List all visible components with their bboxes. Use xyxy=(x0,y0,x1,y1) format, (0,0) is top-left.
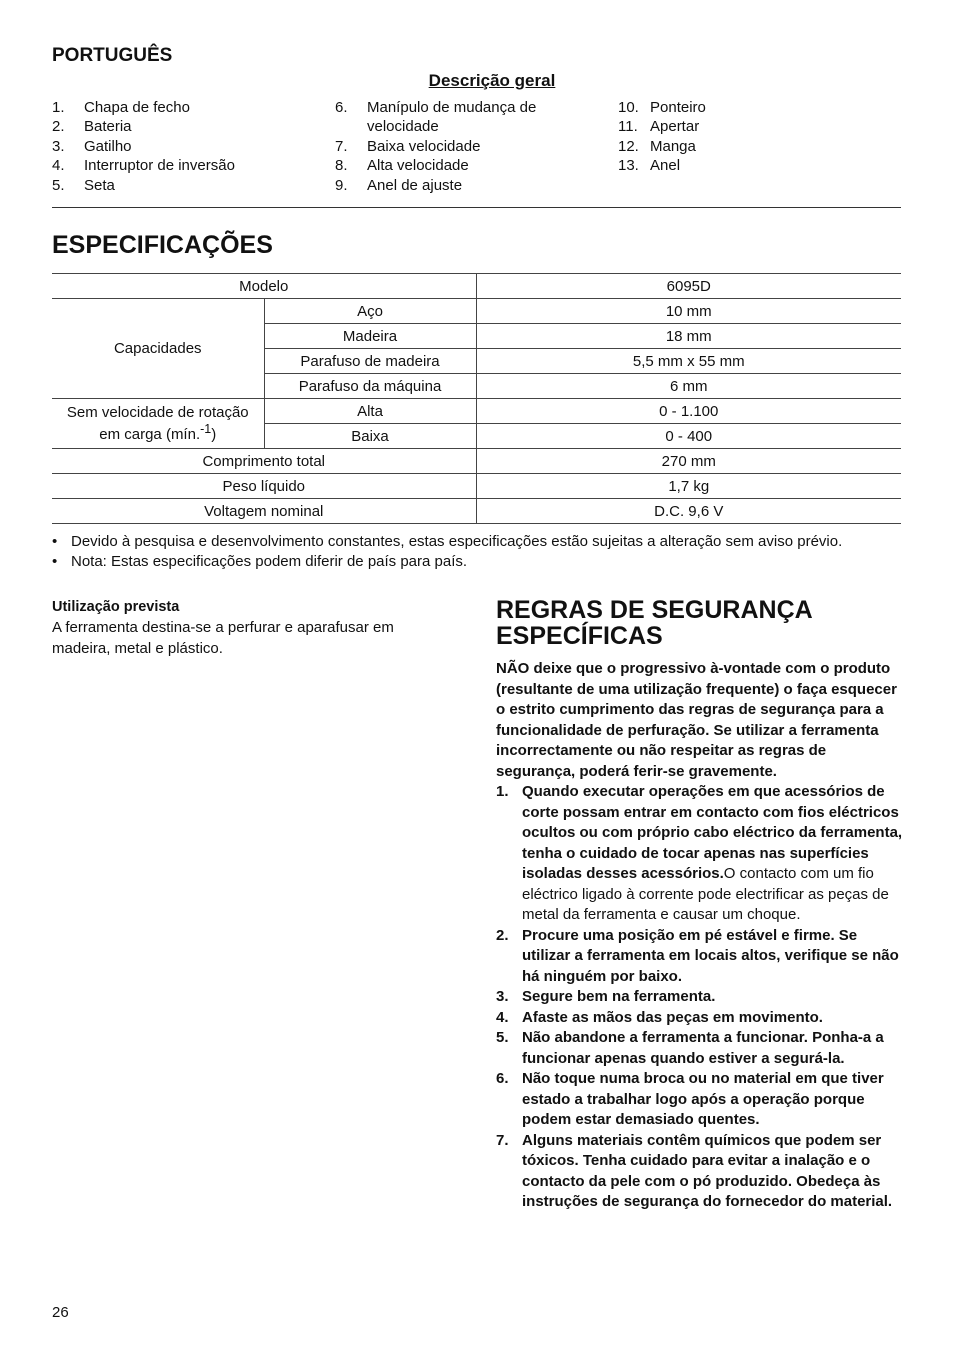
item-number: 5. xyxy=(496,1029,509,1046)
item-number: 13. xyxy=(618,157,639,175)
table-row xyxy=(52,499,901,524)
item-number: 7. xyxy=(335,137,348,155)
list-item xyxy=(52,137,322,156)
item-text: Manípulo de mudança de velocidade xyxy=(367,99,537,136)
model-label: Modelo xyxy=(52,274,476,299)
item-bold-text: Quando executar operações em que acessórios de corte possam entrar em contacto com fios eléctricos ocultos ou com próprio cabo eléctrico da ferramenta, tenha o cuidado de tocar apenas nas superfícies isoladas desses acessórios. xyxy=(522,783,903,882)
item-number: 10. xyxy=(618,99,639,116)
intended-use-title: Utilização prevista xyxy=(52,599,180,615)
item-text: Anel xyxy=(650,157,681,175)
item-bold-text: Não toque numa broca ou no material em que tiver estado a trabalhar logo após a operação porque podem estar demasiado quentes. xyxy=(522,1070,884,1128)
list-item xyxy=(618,137,868,156)
item-number: 5. xyxy=(52,176,65,194)
intended-use-text: A ferramenta destina-se a perfurar e aparafusar em madeira, metal e plástico. xyxy=(52,619,394,657)
speed-label-close: ) xyxy=(211,426,217,443)
item-normal-text: O contacto com um fio eléctrico ligado à corrente pode electrificar as peças de metal da ferramenta e causar um choque. xyxy=(522,865,889,923)
spec-value: 10 mm xyxy=(476,299,901,324)
note-text: Devido à pesquisa e desenvolvimento constantes, estas especificações estão sujeitas a alteração sem aviso prévio. xyxy=(71,533,843,550)
item-number: 3. xyxy=(52,137,65,155)
item-text: Anel de ajuste xyxy=(367,176,463,194)
item-number: 4. xyxy=(52,157,65,175)
safety-rules-title: REGRAS DE SEGURANÇA ESPECÍFICAS xyxy=(496,596,812,650)
list-item xyxy=(496,1131,906,1213)
language-heading: PORTUGUÊS xyxy=(52,45,173,66)
note-text: Nota: Estas especificações podem diferir de país para país. xyxy=(71,553,468,570)
spec-value: 0 - 1.100 xyxy=(476,399,901,424)
item-bold-text: Afaste as mãos das peças em movimento. xyxy=(522,1008,823,1026)
list-item xyxy=(618,98,868,117)
item-text: Baixa velocidade xyxy=(367,137,481,155)
specifications-title: ESPECIFICAÇÕES xyxy=(52,231,273,259)
specifications-table xyxy=(52,273,901,524)
item-bold-text: Segure bem na ferramenta. xyxy=(522,988,716,1005)
item-text: Manga xyxy=(650,137,696,155)
spec-label: Madeira xyxy=(264,324,476,349)
spec-label: Parafuso de madeira xyxy=(264,349,476,374)
spec-label: Aço xyxy=(264,299,476,324)
safety-rules xyxy=(496,659,906,1213)
item-number: 6. xyxy=(335,99,348,116)
list-item xyxy=(618,117,868,136)
spec-value: 270 mm xyxy=(476,449,901,474)
spec-label: Voltagem nominal xyxy=(52,499,476,524)
speed-label-superscript: -1 xyxy=(200,422,212,436)
safety-intro: NÃO deixe que o progressivo à-vontade com o produto (resultante de uma utilização frequente) o faça esquecer o estrito cumprimento das regras de segurança para a funcionalidade de perfuração. Se utilizar a ferramenta incorrectamente ou não respeitar as regras de segurança, poderá ferir-se gravemente. xyxy=(496,660,897,780)
table-row xyxy=(52,274,901,299)
spec-notes xyxy=(52,532,912,572)
parts-list-column-3 xyxy=(618,98,868,176)
list-item xyxy=(496,1008,906,1029)
item-text: Chapa de fecho xyxy=(84,99,190,116)
item-text: Gatilho xyxy=(84,137,132,155)
table-row xyxy=(52,449,901,474)
table-row xyxy=(52,474,901,499)
list-item xyxy=(52,98,322,117)
item-number: 2. xyxy=(496,926,509,944)
item-text: Ponteiro xyxy=(650,99,706,116)
list-item xyxy=(496,926,906,988)
section-divider xyxy=(52,207,901,208)
note-item xyxy=(52,552,912,572)
item-number: 4. xyxy=(496,1008,509,1026)
no-load-speed-label xyxy=(52,399,264,449)
item-bold-text: Alguns materiais contêm químicos que podem ser tóxicos. Tenha cuidado para evitar a inalação e o contacto da pele com o pó produzido. Obedeça às instruções de segurança do fornecedor do material. xyxy=(522,1131,893,1210)
list-item xyxy=(335,156,585,175)
list-item xyxy=(496,782,906,926)
general-description-title: Descrição geral xyxy=(428,71,556,90)
bullet: • xyxy=(52,553,58,570)
item-number: 9. xyxy=(335,176,348,194)
parts-list-column-1 xyxy=(52,98,322,195)
list-item xyxy=(335,176,585,195)
item-text: Alta velocidade xyxy=(367,157,469,175)
list-item xyxy=(52,117,322,136)
item-text: Bateria xyxy=(84,118,132,136)
list-item xyxy=(496,987,906,1008)
spec-value: 1,7 kg xyxy=(476,474,901,499)
spec-label: Baixa xyxy=(264,424,476,449)
list-item xyxy=(52,176,322,195)
spec-value: 18 mm xyxy=(476,324,901,349)
item-text: Interruptor de inversão xyxy=(84,157,235,175)
speed-label-text: Sem velocidade de rotação em carga (mín. xyxy=(66,404,249,443)
bullet: • xyxy=(52,533,58,550)
item-number: 1. xyxy=(496,783,509,800)
parts-list-column-2 xyxy=(335,98,585,195)
list-item xyxy=(496,1028,906,1069)
list-item xyxy=(618,156,868,175)
item-bold-text: Não abandone a ferramenta a funcionar. Ponha-a a funcionar apenas quando estiver a segurá-la. xyxy=(522,1029,884,1067)
item-text: Apertar xyxy=(650,118,700,136)
item-bold-text: Procure uma posição em pé estável e firme. Se utilizar a ferramenta em locais altos, verifique se não há ninguém por baixo. xyxy=(522,926,899,985)
page-number: 26 xyxy=(52,1304,69,1321)
item-number: 12. xyxy=(618,137,639,155)
model-value: 6095D xyxy=(476,274,901,299)
item-text: Seta xyxy=(84,176,115,194)
spec-label: Peso líquido xyxy=(52,474,476,499)
list-item xyxy=(496,1069,906,1131)
item-number: 3. xyxy=(496,988,509,1005)
table-row xyxy=(52,299,901,324)
spec-value: D.C. 9,6 V xyxy=(476,499,901,524)
spec-label: Comprimento total xyxy=(52,449,476,474)
item-number: 6. xyxy=(496,1070,509,1087)
spec-value: 5,5 mm x 55 mm xyxy=(476,349,901,374)
item-number: 2. xyxy=(52,118,65,136)
spec-value: 6 mm xyxy=(476,374,901,399)
item-number: 7. xyxy=(496,1131,509,1149)
list-item xyxy=(52,156,322,175)
spec-label: Parafuso da máquina xyxy=(264,374,476,399)
capacities-label: Capacidades xyxy=(52,299,264,399)
spec-label: Alta xyxy=(264,399,476,424)
list-item xyxy=(335,137,585,156)
item-number: 11. xyxy=(618,118,638,136)
note-item xyxy=(52,532,912,552)
table-row xyxy=(52,399,901,424)
spec-value: 0 - 400 xyxy=(476,424,901,449)
item-number: 1. xyxy=(52,99,65,116)
item-number: 8. xyxy=(335,157,348,175)
item-text xyxy=(522,782,906,926)
list-item xyxy=(335,98,585,137)
